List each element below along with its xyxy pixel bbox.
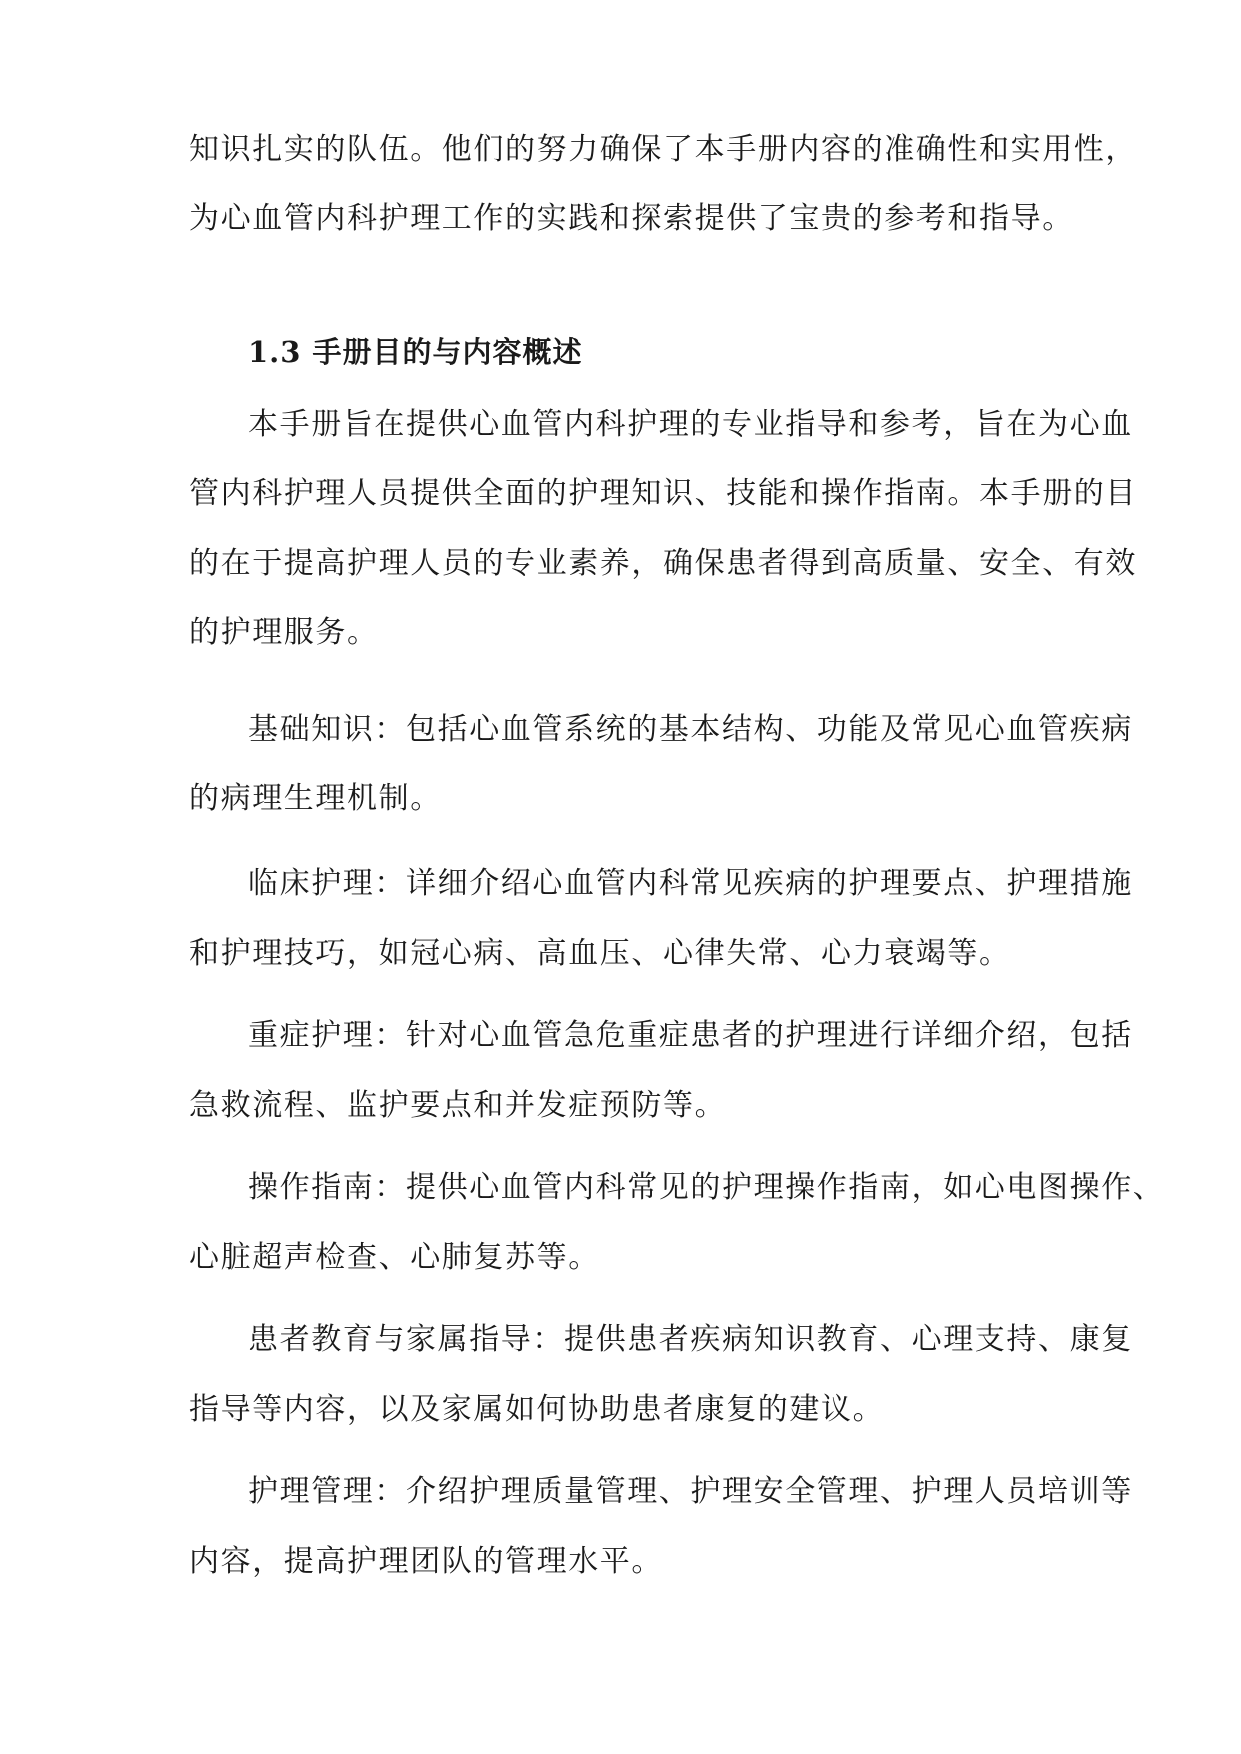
purpose-line-2: 管内科护理人员提供全面的护理知识、技能和操作指南。本手册的目 [189, 476, 1137, 511]
basic-knowledge-line-2: 的病理生理机制。 [189, 781, 442, 816]
critical-care-line-1: 重症护理：针对心血管急危重症患者的护理进行详细介绍，包括 [248, 1018, 1133, 1053]
purpose-line-3: 的在于提高护理人员的专业素养，确保患者得到高质量、安全、有效 [189, 546, 1137, 581]
purpose-line-4: 的护理服务。 [189, 615, 379, 650]
patient-education-line-2: 指导等内容，以及家属如何协助患者康复的建议。 [189, 1392, 885, 1427]
patient-education-line-1: 患者教育与家属指导：提供患者疾病知识教育、心理支持、康复 [248, 1322, 1133, 1357]
purpose-line-1: 本手册旨在提供心血管内科护理的专业指导和参考，旨在为心血 [248, 407, 1133, 442]
critical-care-line-2: 急救流程、监护要点和并发症预防等。 [189, 1088, 727, 1123]
clinical-nursing-line-2: 和护理技巧，如冠心病、高血压、心律失常、心力衰竭等。 [189, 936, 1011, 971]
intro-line-2: 为心血管内科护理工作的实践和探索提供了宝贵的参考和指导。 [189, 201, 1074, 236]
nursing-management-line-2: 内容，提高护理团队的管理水平。 [189, 1544, 663, 1579]
clinical-nursing-line-1: 临床护理：详细介绍心血管内科常见疾病的护理要点、护理措施 [248, 866, 1133, 901]
intro-line-1: 知识扎实的队伍。他们的努力确保了本手册内容的准确性和实用性， [189, 132, 1137, 167]
nursing-management-line-1: 护理管理：介绍护理质量管理、护理安全管理、护理人员培训等 [248, 1474, 1133, 1509]
basic-knowledge-line-1: 基础知识：包括心血管系统的基本结构、功能及常见心血管疾病 [248, 712, 1133, 747]
section-heading: 1.3 手册目的与内容概述 [248, 335, 583, 369]
operation-guide-line-1: 操作指南：提供心血管内科常见的护理操作指南，如心电图操作、 [248, 1170, 1165, 1205]
operation-guide-line-2: 心脏超声检查、心肺复苏等。 [189, 1240, 600, 1275]
